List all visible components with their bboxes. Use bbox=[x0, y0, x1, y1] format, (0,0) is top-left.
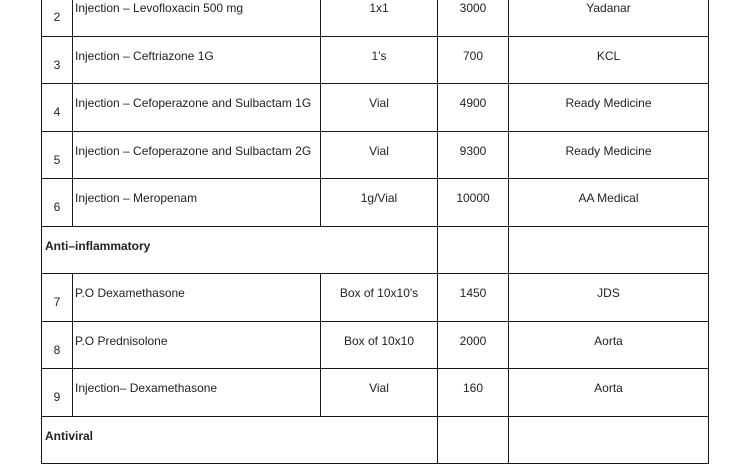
row-number: 9 bbox=[42, 369, 73, 417]
vendor-name: Aorta bbox=[509, 321, 709, 369]
pack-unit: Vial bbox=[321, 369, 438, 417]
unit-price: 2000 bbox=[438, 321, 509, 369]
table-row bbox=[42, 131, 709, 179]
table-row bbox=[42, 84, 709, 132]
unit-price: 1450 bbox=[438, 274, 509, 322]
item-name: Injection – Meropenam bbox=[73, 179, 321, 227]
item-name: P.O Dexamethasone bbox=[73, 274, 321, 322]
pack-unit: Vial bbox=[321, 131, 438, 179]
unit-price: 9300 bbox=[438, 131, 509, 179]
empty-price-cell bbox=[438, 226, 509, 274]
vendor-name: Ready Medicine bbox=[509, 131, 709, 179]
item-name: Injection – Levofloxacin 500 mg bbox=[73, 0, 321, 36]
item-name: Injection – Cefoperazone and Sulbactam 2G bbox=[73, 131, 321, 179]
vendor-name: AA Medical bbox=[509, 179, 709, 227]
pack-unit: 1x1 bbox=[321, 0, 438, 36]
pack-unit: Box of 10x10 bbox=[321, 321, 438, 369]
pack-unit: 1g/Vial bbox=[321, 179, 438, 227]
row-number: 8 bbox=[42, 321, 73, 369]
vendor-name: Yadanar bbox=[509, 0, 709, 36]
unit-price: 160 bbox=[438, 369, 509, 417]
table-body bbox=[42, 0, 709, 464]
pack-unit: Vial bbox=[321, 84, 438, 132]
empty-price-cell bbox=[438, 416, 509, 464]
vendor-name: KCL bbox=[509, 36, 709, 84]
unit-price: 3000 bbox=[438, 0, 509, 36]
item-name: Injection– Dexamethasone bbox=[73, 369, 321, 417]
row-number: 7 bbox=[42, 274, 73, 322]
unit-price: 4900 bbox=[438, 84, 509, 132]
unit-price: 10000 bbox=[438, 179, 509, 227]
table-row bbox=[42, 274, 709, 322]
item-name: P.O Prednisolone bbox=[73, 321, 321, 369]
unit-price: 700 bbox=[438, 36, 509, 84]
vendor-name: Aorta bbox=[509, 369, 709, 417]
empty-vendor-cell bbox=[509, 416, 709, 464]
item-name: Injection – Cefoperazone and Sulbactam 1G bbox=[73, 84, 321, 132]
pack-unit: Box of 10x10's bbox=[321, 274, 438, 322]
row-number: 5 bbox=[42, 131, 73, 179]
pack-unit: 1's bbox=[321, 36, 438, 84]
table-row bbox=[42, 369, 709, 417]
row-number: 3 bbox=[42, 36, 73, 84]
vendor-name: JDS bbox=[509, 274, 709, 322]
category-row bbox=[42, 416, 709, 464]
row-number: 6 bbox=[42, 179, 73, 227]
category-label: Anti–inflammatory bbox=[42, 226, 438, 274]
table-row bbox=[42, 321, 709, 369]
table-row bbox=[42, 179, 709, 227]
row-number: 2 bbox=[42, 0, 73, 36]
table-row bbox=[42, 0, 709, 36]
item-name: Injection – Ceftriazone 1G bbox=[73, 36, 321, 84]
medicine-price-table-container bbox=[41, 0, 708, 464]
vendor-name: Ready Medicine bbox=[509, 84, 709, 132]
category-row bbox=[42, 226, 709, 274]
empty-vendor-cell bbox=[509, 226, 709, 274]
medicine-price-table bbox=[41, 0, 709, 464]
category-label: Antiviral bbox=[42, 416, 438, 464]
row-number: 4 bbox=[42, 84, 73, 132]
table-row bbox=[42, 36, 709, 84]
